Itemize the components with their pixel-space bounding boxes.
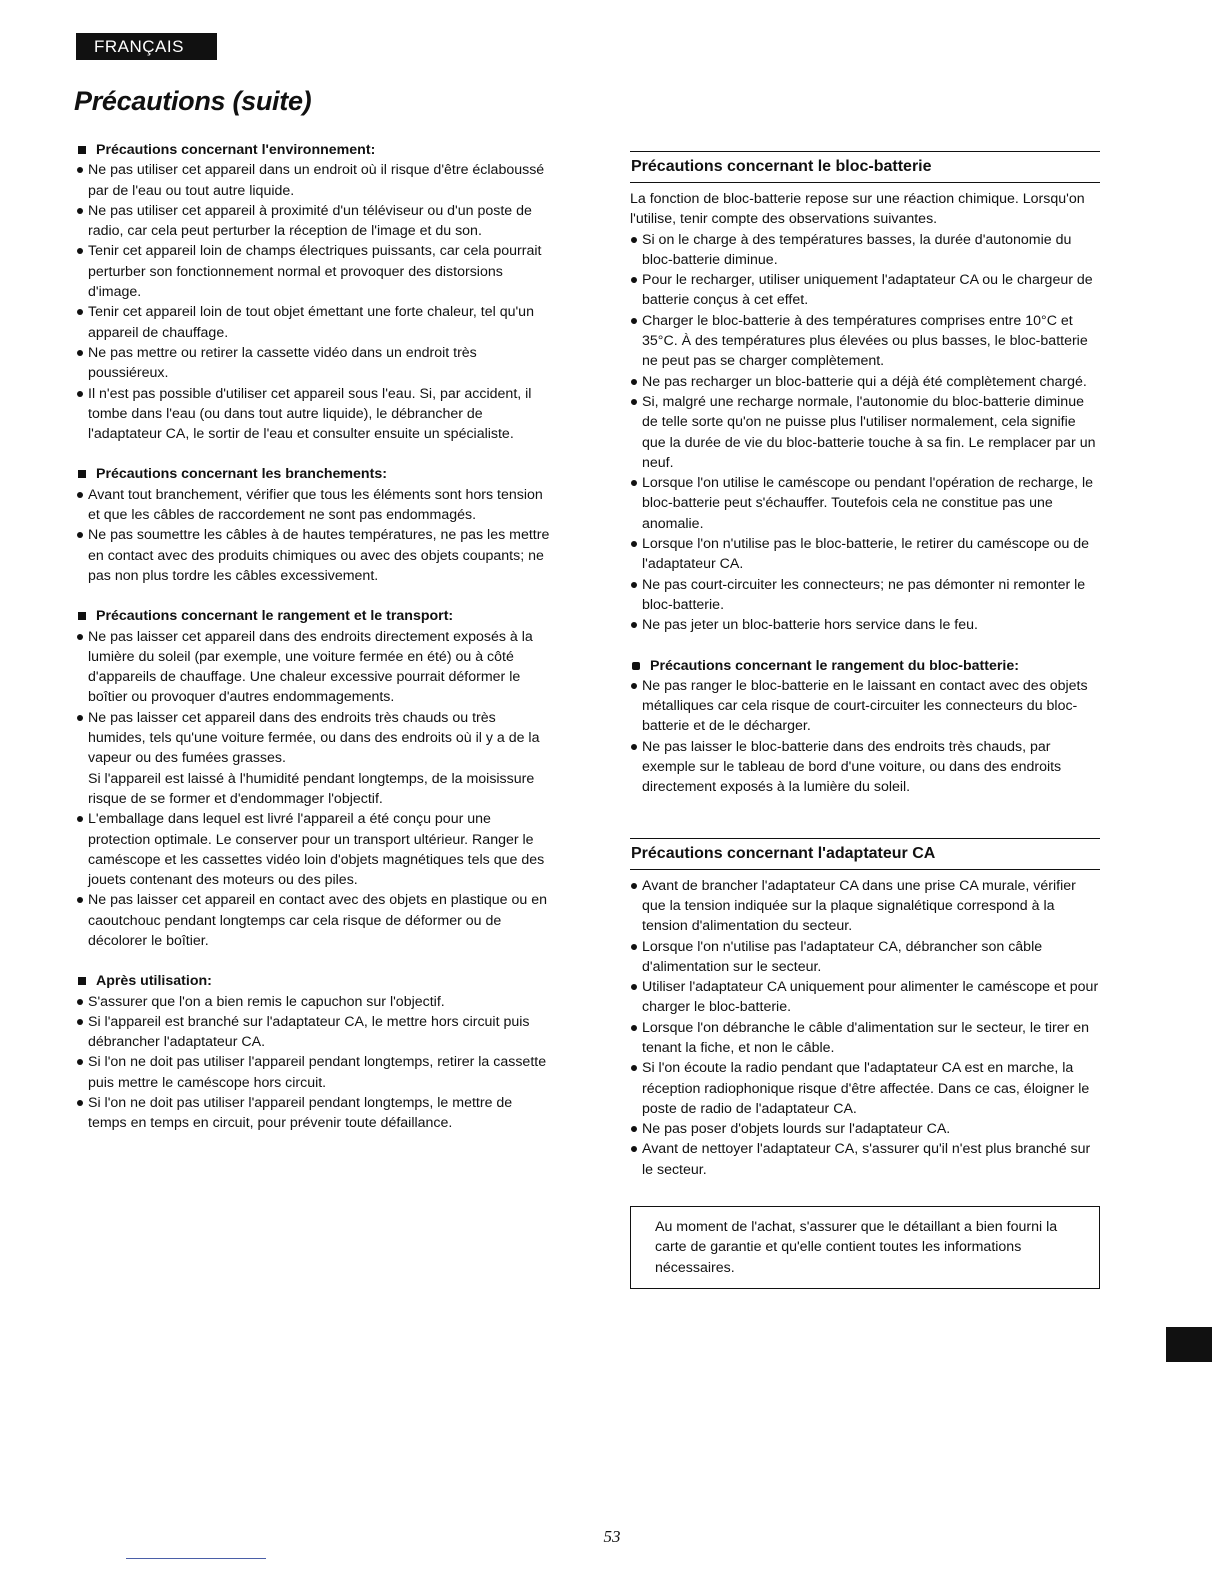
battery-storage-list [630,676,1100,798]
bullet-dot-icon [77,167,83,173]
bullet-dot-icon [77,492,83,498]
page-edge-tab [1166,1327,1212,1362]
list-item [630,876,1100,937]
bullet-dot-icon [631,1065,637,1071]
list-item-text: Il n'est pas possible d'utiliser cet appareil sous l'eau. Si, par accident, il tombe dans l'eau (ou dans tout autre liquide), le débrancher de l'adaptateur CA, le sortir de l'eau et consulter ensuite un spécialiste. [88,385,532,443]
left-column [76,140,550,1154]
list-item [630,977,1100,1018]
bullet-dot-icon [77,634,83,640]
connections-heading: Précautions concernant les branchements: [76,464,550,484]
list-item-text: Tenir cet appareil loin de champs électriques puissants, car cela pourrait perturber son fonctionnement normal et provoquer des distorsions d'image. [88,243,542,301]
list-item-text: Lorsque l'on n'utilise pas l'adaptateur CA, débrancher son câble d'alimentation sur le secteur. [642,938,1043,975]
bullet-dot-icon [77,1100,83,1106]
list-item [76,160,550,201]
list-item [630,270,1100,311]
battery-heading: Précautions concernant le bloc-batterie [630,151,1100,183]
list-item-text: Ne pas utiliser cet appareil dans un endroit où il risque d'être éclaboussé par de l'eau ou tout autre liquide. [88,162,545,199]
list-item [76,241,550,302]
list-item-text: Ne pas poser d'objets lourds sur l'adaptateur CA. [642,1121,951,1138]
adapter-heading: Précautions concernant l'adaptateur CA [630,838,1100,870]
list-item-text: Si l'appareil est branché sur l'adaptateur CA, le mettre hors circuit puis débrancher l'adaptateur CA. [88,1013,530,1051]
list-item [630,676,1100,737]
list-item-text: Si l'appareil est laissé à l'humidité pendant longtemps, de la moisissure risque de se former et d'endommager l'objectif. [88,770,535,807]
after-use-list [76,992,550,1134]
list-item [76,302,550,343]
bullet-dot-icon [631,622,637,628]
list-item-text: Utiliser l'adaptateur CA uniquement pour alimenter le caméscope et pour charger le bloc-batterie. [642,979,1099,1016]
list-item-text: Ne pas ranger le bloc-batterie en le laissant en contact avec des objets métalliques car cela risque de court-circuiter les connecteurs du bloc-batterie et de le décharger. [642,677,1088,735]
list-item-text: Ne pas laisser cet appareil en contact avec des objets en plastique ou en caoutchouc pendant longtemps car cela risque de déformer ou de décolorer le boîtier. [88,892,548,949]
list-item [76,627,550,708]
list-item-text: Avant de brancher l'adaptateur CA dans une prise CA murale, vérifier que la tension indiquée sur la plaque signalétique correspond à la tension d'alimentation du secteur. [642,877,1076,935]
list-item-text: Ne pas mettre ou retirer la cassette vidéo dans un endroit très poussiéreux. [88,344,477,382]
list-item [630,1018,1100,1059]
bullet-dot-icon [631,1025,637,1031]
list-item [630,230,1100,271]
list-item-text: Charger le bloc-batterie à des températures comprises entre 10°C et 35°C. À des températures plus élevées ou plus basses, le bloc-batterie ne peut pas se charger complètement. [642,312,1088,370]
bullet-dot-icon [77,208,83,214]
list-item-text: Si l'on ne doit pas utiliser l'appareil pendant longtemps, le mettre de temps en temps en circuit, pour prévenir toute défaillance. [88,1095,513,1132]
list-item [630,534,1100,575]
footer-rule [126,1558,266,1559]
list-item [76,1052,550,1093]
list-item [630,937,1100,978]
bullet-dot-icon [77,1059,83,1065]
list-item-text: Ne pas recharger un bloc-batterie qui a déjà été complètement chargé. [642,373,1087,390]
section-gap [630,818,1100,838]
list-item-text: L'emballage dans lequel est livré l'appareil a été conçu pour une protection optimale. Le conserver pour un transport ultérieur. Ranger le caméscope et les cassettes vidéo loin d'objets magnétiques tels que des jouets contenant des moteurs ou des piles. [88,811,545,889]
bullet-dot-icon [77,350,83,356]
list-item-text: Si on le charge à des températures basses, la durée d'autonomie du bloc-batterie diminue. [642,231,1072,268]
battery-intro: La fonction de bloc-batterie repose sur une réaction chimique. Lorsqu'on l'utilise, tenir compte des observations suivantes. [630,191,1085,228]
list-item [76,809,550,890]
bullet-dot-icon [631,318,637,324]
square-bullet-icon [78,470,86,478]
bullet-dot-icon [631,1126,637,1132]
list-item [76,890,550,951]
bullet-dot-icon [77,816,83,822]
list-item [630,615,1100,635]
bullet-dot-icon [631,582,637,588]
list-item-text: Pour le recharger, utiliser uniquement l'adaptateur CA ou le chargeur de batterie conçus à cet effet. [642,272,1093,309]
right-column [630,151,1100,1289]
bullet-dot-icon [631,984,637,990]
list-item [630,575,1100,616]
list-item-text: Ne pas utiliser cet appareil à proximité d'un téléviseur ou d'un poste de radio, car cela peut perturber la réception de l'image et du son. [88,202,532,240]
environment-list [76,160,550,444]
list-item-text: Ne pas laisser cet appareil dans des endroits directement exposés à la lumière du soleil (par exemple, une voiture fermée en été) ou à côté d'appareils de chauffage. Une chaleur excessive pourrait déformer le boîtier ou provoquer d'autres endommagements. [88,628,533,706]
list-item [76,525,550,586]
list-item-text: Ne pas soumettre les câbles à de hautes températures, ne pas les mettre en contact avec des produits chimiques ou avec des objets coupants; ne pas non plus tordre les câbles excessivement. [88,527,550,584]
list-item-text: Avant tout branchement, vérifier que tous les éléments sont hors tension et que les câbles de raccordement ne sont pas endommagés. [88,486,543,524]
list-item-text: Si l'on écoute la radio pendant que l'adaptateur CA est en marche, la réception radiophonique risque d'être affectée. Dans ce cas, éloigner le poste de radio de l'adaptateur CA. [642,1060,1090,1117]
square-bullet-icon [78,146,86,154]
bullet-dot-icon [77,391,83,397]
bullet-dot-icon [77,897,83,903]
bullet-dot-icon [631,399,637,405]
list-item [76,485,550,526]
list-item-text: Ne pas court-circuiter les connecteurs; ne pas démonter ni remonter le bloc-batterie. [642,576,1086,613]
after-use-heading: Après utilisation: [76,971,550,991]
storage-heading: Précautions concernant le rangement et le transport: [76,606,550,626]
list-item-text: S'assurer que l'on a bien remis le capuchon sur l'objectif. [88,993,445,1010]
list-item-text: Si, malgré une recharge normale, l'autonomie du bloc-batterie diminue de telle sorte qu'on ne puisse plus l'utiliser normalement, cela signifie que la durée de vie du bloc-batterie touche à sa fin. Le remplacer par un neuf. [642,393,1096,471]
list-item-text: Avant de nettoyer l'adaptateur CA, s'assurer qu'il n'est plus branché sur le secteur. [642,1141,1091,1178]
list-item [76,992,550,1012]
list-item-text: Tenir cet appareil loin de tout objet émettant une forte chaleur, tel qu'un appareil de chauffage. [88,304,534,341]
list-item-text: Ne pas jeter un bloc-batterie hors service dans le feu. [642,617,978,634]
list-item [76,384,550,445]
environment-heading: Précautions concernant l'environnement: [76,140,550,160]
list-item [76,1093,550,1134]
bullet-dot-icon [631,883,637,889]
bullet-dot-icon [631,277,637,283]
page-number: 53 [603,1527,621,1546]
list-item [76,343,550,384]
page-title: Précautions (suite) [74,86,312,116]
connections-list [76,485,550,586]
square-bullet-icon [78,612,86,620]
list-item [76,708,550,809]
bullet-dot-icon [631,237,637,243]
list-item [630,1119,1100,1139]
bullet-dot-icon [77,532,83,538]
square-bullet-icon [632,662,640,670]
battery-storage-heading: Précautions concernant le rangement du bloc-batterie: [630,656,1100,676]
language-tab: FRANÇAIS [76,33,217,60]
bullet-dot-icon [631,1146,637,1152]
list-item [630,1139,1100,1180]
square-bullet-icon [78,977,86,985]
list-item-text: Lorsque l'on débranche le câble d'alimentation sur le secteur, le tirer en tenant la fiche, et non le câble. [642,1019,1090,1056]
warranty-notice: Au moment de l'achat, s'assurer que le détaillant a bien fourni la carte de garantie et qu'elle contient toutes les informations nécessaires. [630,1206,1100,1289]
bullet-dot-icon [631,944,637,950]
list-item [76,1012,550,1053]
adapter-list [630,876,1100,1180]
list-item [630,473,1100,534]
list-item [630,1058,1100,1119]
bullet-dot-icon [77,1019,83,1025]
list-item [630,372,1100,392]
list-item [630,311,1100,372]
bullet-dot-icon [631,541,637,547]
bullet-dot-icon [77,715,83,721]
bullet-dot-icon [631,683,637,689]
list-item [630,737,1100,798]
storage-list [76,627,550,952]
list-item [76,201,550,242]
list-item-text: Ne pas laisser le bloc-batterie dans des endroits très chauds, par exemple sur le tableau de bord d'une voiture, ou dans des endroits directement exposés à la lumière du soleil. [642,738,1062,796]
bullet-dot-icon [77,999,83,1005]
battery-list [630,230,1100,636]
bullet-dot-icon [631,480,637,486]
list-item-text: Lorsque l'on utilise le caméscope ou pendant l'opération de recharge, le bloc-batterie peut s'échauffer. Toutefois cela ne constitue pas une anomalie. [642,475,1094,532]
bullet-dot-icon [631,379,637,385]
bullet-dot-icon [631,744,637,750]
list-item-text: Ne pas laisser cet appareil dans des endroits très chauds ou très humides, tels qu'une voiture fermée, ou dans des endroits où il y a de la vapeur ou des fumées grasses. [88,709,540,767]
list-item-text: Lorsque l'on n'utilise pas le bloc-batterie, le retirer du caméscope ou de l'adaptateur CA. [642,536,1090,573]
bullet-dot-icon [77,248,83,254]
bullet-dot-icon [77,309,83,315]
list-item-text: Si l'on ne doit pas utiliser l'appareil pendant longtemps, retirer la cassette puis mettre le caméscope hors circuit. [88,1054,547,1091]
list-item [630,392,1100,473]
